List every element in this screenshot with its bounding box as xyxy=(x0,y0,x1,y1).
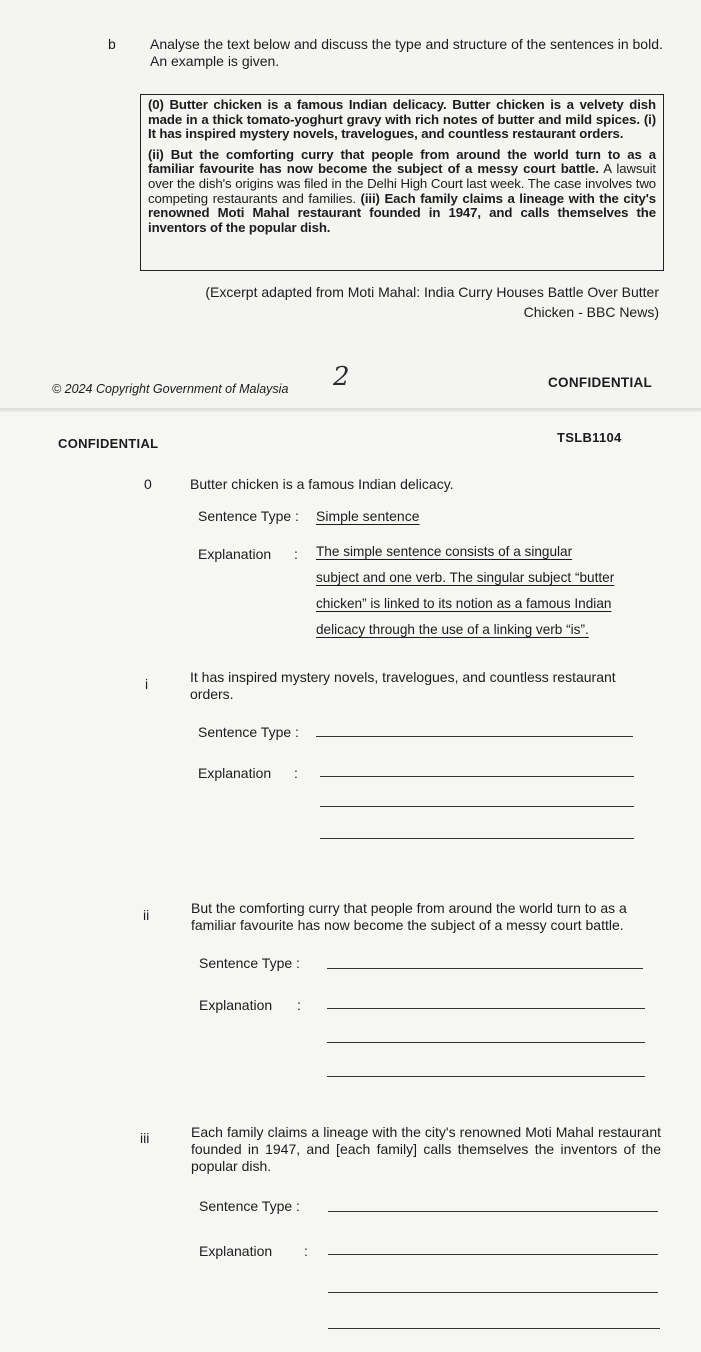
question-letter: b xyxy=(108,36,116,52)
passage-text-0: Butter chicken is a famous Indian delicacy. Butter chicken is a velvety dish made in a thick tomato-yoghurt gravy with rich notes of butter and mild spices. xyxy=(148,97,656,127)
explanation-line: subject and one verb. The singular subject “butter xyxy=(316,570,615,585)
explanation-answer-line-iii-1[interactable] xyxy=(328,1254,658,1255)
passage-text-plain: A lawsuit over the dish's origins was filed in the Delhi High Court last week. The case involves two competing restaurants and families. xyxy=(148,161,656,206)
page-seam xyxy=(0,408,701,412)
passage-box xyxy=(140,94,664,271)
passage-label-iii: (iii) xyxy=(360,190,380,206)
explanation-label-0: Explanation xyxy=(198,546,272,562)
passage-label-ii: (ii) xyxy=(148,146,164,162)
explanation-line: chicken” is linked to its notion as a famous Indian xyxy=(316,596,612,611)
item-number-iii: iii xyxy=(140,1130,150,1146)
item-sentence-ii: But the comforting curry that people from around the world turn to as a familiar favourite has now become the subject of a messy court battle. xyxy=(191,900,627,933)
explanation-answer-line-ii-2[interactable] xyxy=(327,1042,645,1043)
explanation-answer-line-iii-2[interactable] xyxy=(328,1292,658,1293)
confidential-footer: CONFIDENTIAL xyxy=(548,375,653,390)
item-sentence-iii: Each family claims a lineage with the city's renowned Moti Mahal restaurant founded in 1947, and [each family] calls themselves the inventors of the popular dish. xyxy=(191,1124,661,1174)
item-sentence-0: Butter chicken is a famous Indian delicacy. xyxy=(190,476,454,492)
sentence-type-answer-0: Simple sentence xyxy=(316,508,420,524)
explanation-answer-0 xyxy=(316,539,628,643)
sentence-type-answer-line-i[interactable] xyxy=(316,736,633,737)
course-code: TSLB1104 xyxy=(557,430,622,445)
page-number: 2 xyxy=(333,362,350,392)
explanation-colon-i: : xyxy=(294,765,298,781)
explanation-answer-line-ii-1[interactable] xyxy=(327,1008,645,1009)
explanation-label-i: Explanation xyxy=(198,765,272,781)
explanation-colon-iii: : xyxy=(304,1243,308,1259)
sentence-type-answer-line-iii[interactable] xyxy=(328,1211,658,1212)
sentence-type-label-i: Sentence Type : xyxy=(198,724,299,740)
explanation-answer-line-ii-3[interactable] xyxy=(327,1076,645,1077)
confidential-header: CONFIDENTIAL xyxy=(58,436,159,451)
explanation-label-ii: Explanation xyxy=(199,997,273,1013)
explanation-colon-ii: : xyxy=(297,997,301,1013)
question-instruction: Analyse the text below and discuss the type and structure of the sentences in bold. An example is given. xyxy=(150,36,663,69)
item-number-i: i xyxy=(145,676,149,692)
explanation-line: delicacy through the use of a linking verb “is”. xyxy=(316,622,589,637)
explanation-answer-line-i-2[interactable] xyxy=(320,806,634,807)
explanation-label-iii: Explanation xyxy=(199,1243,273,1259)
sentence-type-answer-line-ii[interactable] xyxy=(327,968,643,969)
passage-label-0: (0) xyxy=(148,97,164,112)
passage-paragraph-2 xyxy=(148,148,656,236)
item-sentence-i: It has inspired mystery novels, travelogues, and countless restaurant orders. xyxy=(190,669,616,702)
copyright-notice: © 2024 Copyright Government of Malaysia xyxy=(52,382,289,396)
explanation-colon-0: : xyxy=(294,546,298,562)
passage-label-i: (i) xyxy=(643,111,656,127)
item-number-0: 0 xyxy=(144,476,152,492)
passage-paragraph-1 xyxy=(148,98,656,142)
explanation-answer-line-i-1[interactable] xyxy=(320,776,634,777)
sentence-type-label-iii: Sentence Type : xyxy=(199,1198,300,1214)
explanation-answer-line-i-3[interactable] xyxy=(320,838,634,839)
sentence-type-label-0: Sentence Type : xyxy=(198,508,299,524)
passage-text-iii: Each family claims a lineage with the city's renowned Moti Mahal restaurant founded in 1947, and calls themselves the inventors of the popular dish. xyxy=(148,190,656,235)
explanation-line: The simple sentence consists of a singular xyxy=(316,544,573,559)
sentence-type-label-ii: Sentence Type : xyxy=(199,955,300,971)
passage-source: (Excerpt adapted from Moti Mahal: India Curry Houses Battle Over Butter Chicken - BBC News) xyxy=(205,284,659,320)
passage-text-ii: But the comforting curry that people from around the world turn to as a familiar favourite has now become the subject of a messy court battle. xyxy=(148,146,656,177)
item-number-ii: ii xyxy=(143,907,150,923)
passage-text-i: It has inspired mystery novels, travelogues, and countless restaurant orders. xyxy=(148,126,624,142)
explanation-answer-line-iii-3[interactable] xyxy=(328,1328,660,1329)
